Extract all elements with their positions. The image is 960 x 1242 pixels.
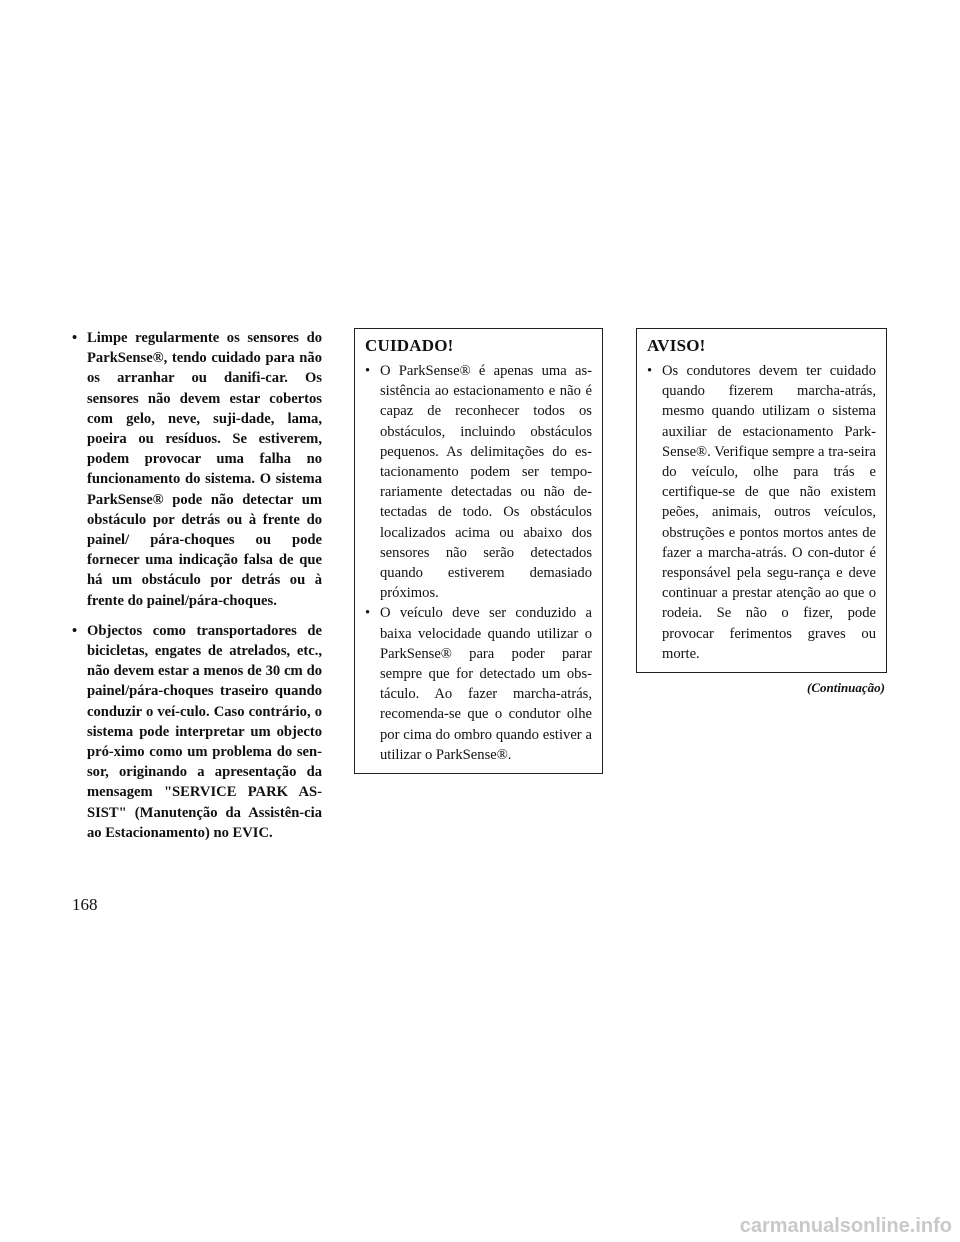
right-column	[636, 328, 887, 697]
page-number: 168	[72, 895, 98, 914]
caution-title: CUIDADO!	[365, 336, 454, 355]
left-column	[72, 328, 322, 853]
list-item: • O veículo deve ser conduzido a baixa velocidade quando utilizar o ParkSense® para poder parar sempre que for detectado um obs-táculo. Ao fazer marcha-atrás, recomenda-se que o condutor olhe por cima do ombro quando estiver a utilizar o ParkSense®.	[365, 603, 592, 765]
list-item: • Os condutores devem ter cuidado quando fizerem marcha-atrás, mesmo quando utilizam o sistema auxiliar de estacionamento Park-Sense®. Verifique sempre a tra-seira do veículo, olhe para trás e certifique-se de que não existem peões, animais, outros veículos, obstruções e pontos mortos antes de fazer a marcha-atrás. O con-dutor é responsável pela segu-rança e deve continuar a prestar atenção ao que o rodeia. Se não o fizer, pode provocar ferimentos graves ou morte.	[647, 361, 876, 664]
warning-bullet-list	[647, 361, 876, 664]
maintenance-bullet-list	[72, 328, 322, 843]
watermark: carmanualsonline.info	[739, 1215, 952, 1237]
middle-column	[354, 328, 603, 774]
caution-bullet-list	[365, 361, 592, 765]
caution-box	[354, 328, 603, 774]
list-item: • Limpe regularmente os sensores do ParkSense®, tendo cuidado para não os arranhar ou danifi-car. Os sensores não devem estar cobertos com gelo, neve, suji-dade, lama, poeira ou resíduos. Se estiverem, podem provocar uma falha no funcionamento do sistema. O sistema ParkSense® pode não detectar um obstáculo por detrás ou à frente do painel/ pára-choques ou pode fornecer uma indicação falsa de que há um obstáculo por detrás ou à frente do painel/pára-choques.	[72, 328, 322, 611]
list-item: • O ParkSense® é apenas uma as-sistência ao estacionamento e não é capaz de reconhecer todos os obstáculos, incluindo obstáculos pequenos. As delimitações do es-tacionamento podem ser tempo-rariamente detectadas ou não de-tectadas de todo. Os obstáculos localizados acima ou abaixo dos sensores não serão detectados quando estiverem demasiado próximos.	[365, 361, 592, 603]
list-item: • Objectos como transportadores de bicicletas, engates de atrelados, etc., não devem estar a menos de 30 cm do painel/pára-choques traseiro quando conduzir o veí-culo. Caso contrário, o sistema pode interpretar um objecto pró-ximo como um problema do sen-sor, originando a apresentação da mensagem "SERVICE PARK AS-SIST" (Manutenção da Assistên-cia ao Estacionamento) no EVIC.	[72, 621, 322, 843]
continuation-note: (Continuação)	[806, 680, 885, 696]
warning-box	[636, 328, 887, 673]
warning-title: AVISO!	[647, 336, 706, 355]
